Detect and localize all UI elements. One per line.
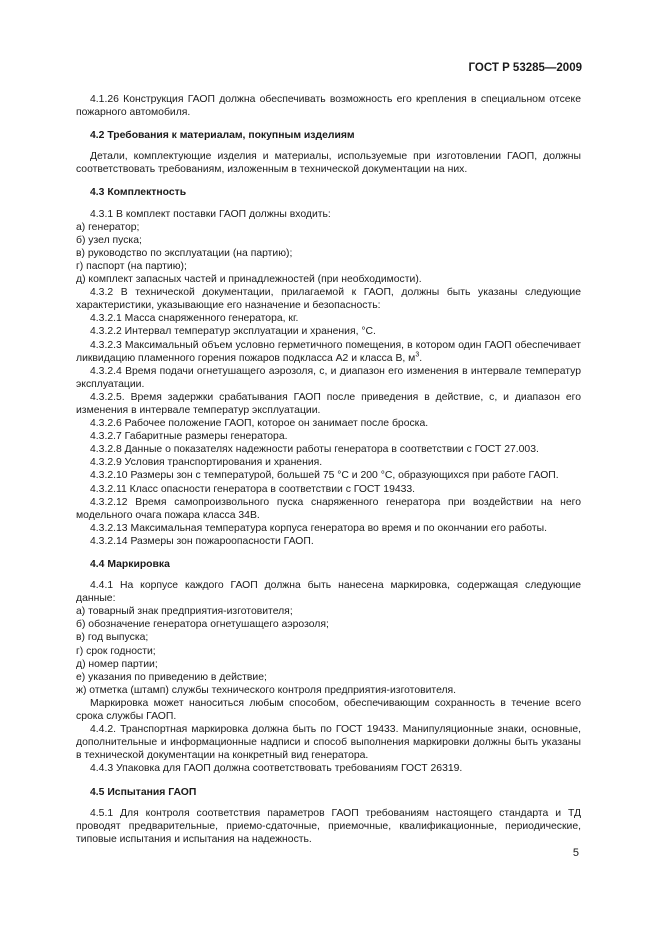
section-heading-4-2: 4.2 Требования к материалам, покупным изделиям [90,130,355,142]
item-4-3-2-5: 4.3.2.5. Время задержки срабатывания ГАОП после приведения в действие, с, и диапазон его изменения в интервале температур эксплуатации. [76,391,581,416]
paragraph-4-2: Детали, комплектующие изделия и материалы, используемые при изготовлении ГАОП, должны соответствовать требованиям, изложенным в технической документации на них. [76,151,581,176]
marking-note: Маркировка может наноситься любым способом, обеспечивающим сохранность в течение всего срока службы ГАОП. [76,697,581,723]
section-heading-4-3: 4.3 Комплектность [90,187,187,199]
section-heading-4-4: 4.4 Маркировка [90,559,170,570]
item-4-3-2-14: 4.3.2.14 Размеры зон пожароопасности ГАОП. [90,535,314,547]
paragraph-4-4-3: 4.4.3 Упаковка для ГАОП должна соответствовать требованиям ГОСТ 26319. [90,763,463,775]
item-4-3-2-1: 4.3.2.1 Масса снаряженного генератора, кг. [90,313,299,325]
marking-item: е) указания по приведению в действие; [76,671,267,683]
document-id: ГОСТ Р 53285—2009 [468,62,582,74]
paragraph-4-5-1: 4.5.1 Для контроля соответствия параметров ГАОП требованиям настоящего стандарта и ТД проводят предварительные, приемо-сдаточные, приемочные, квалификационные, периодические, типовые испытания и испытания на надежность. [76,807,581,845]
marking-item: ж) отметка (штамп) службы технического контроля предприятия-изготовителя. [76,684,457,696]
page-number: 5 [572,847,579,859]
kit-item: б) узел пуска; [76,234,142,246]
item-4-3-2-8: 4.3.2.8 Данные о показателях надежности работы генератора в соответствии с ГОСТ 27.003. [90,444,539,456]
kit-item: в) руководство по эксплуатации (на партию); [76,247,293,259]
item-4-3-2-11: 4.3.2.11 Класс опасности генератора в соответствии с ГОСТ 19433. [90,483,416,495]
item-4-3-2-6: 4.3.2.6 Рабочее положение ГАОП, которое он занимает после броска. [90,418,429,430]
paragraph-4-4-2: 4.4.2. Транспортная маркировка должна быть по ГОСТ 19433. Манипуляционные знаки, основные, дополнительные и информационные надписи и способ выполнения маркировки должны быть указаны в технической документации на конкретный вид генератора. [76,724,581,762]
paragraph-4-4-1: 4.4.1 На корпусе каждого ГАОП должна быть нанесена маркировка, содержащая следующие данные: [76,580,581,605]
kit-item: г) паспорт (на партию); [76,260,187,272]
marking-item: д) номер партии; [76,658,158,670]
item-4-3-2-3: 4.3.2.3 Максимальный объем условно герметичного помещения, в котором один ГАОП обеспечивает ликвидацию пламенного горения пожаров подкласса А2 и класса В, $м^3$. [76,339,581,364]
item-4-3-2-13: 4.3.2.13 Максимальная температура корпуса генератора во время и по окончании его работы. [90,522,547,534]
marking-item: г) срок годности; [76,645,156,657]
item-4-3-2-12: 4.3.2.12 Время самопроизвольного пуска снаряженного генератора при воздействии на него модельного очага пожара класса 34В. [76,496,581,521]
kit-item: а) генератор; [76,221,140,233]
marking-item: в) год выпуска; [76,632,149,644]
paragraph-4-1-26: 4.1.26 Конструкция ГАОП должна обеспечивать возможность его крепления в специальном отсеке пожарного автомобиля. [76,94,581,119]
item-4-3-2-4: 4.3.2.4 Время подачи огнетушащего аэрозоля, с, и диапазон его изменения в интервале температур эксплуатации. [76,365,581,390]
item-4-3-2-2: 4.3.2.2 Интервал температур эксплуатации и хранения, °С. [90,326,376,338]
kit-item: д) комплект запасных частей и принадлежностей (при необходимости). [76,274,422,286]
paragraph-4-3-1: 4.3.1 В комплект поставки ГАОП должны входить: [90,208,331,220]
item-4-3-2-9: 4.3.2.9 Условия транспортирования и хранения. [90,457,323,469]
item-4-3-2-10: 4.3.2.10 Размеры зон с температурой, большей 75 °С и 200 °С, образующихся при работе ГАОП. [90,470,559,482]
paragraph-4-3-2: 4.3.2 В технической документации, прилагаемой к ГАОП, должны быть указаны следующие характеристики, указывающие его назначение и безопасность: [76,287,581,312]
item-4-3-2-7: 4.3.2.7 Габаритные размеры генератора. [90,431,288,443]
marking-item: а) товарный знак предприятия-изготовителя; [76,606,293,618]
section-heading-4-5: 4.5 Испытания ГАОП [90,786,197,798]
page-body [76,93,581,846]
marking-item: б) обозначение генератора огнетушащего аэрозоля; [76,619,329,631]
